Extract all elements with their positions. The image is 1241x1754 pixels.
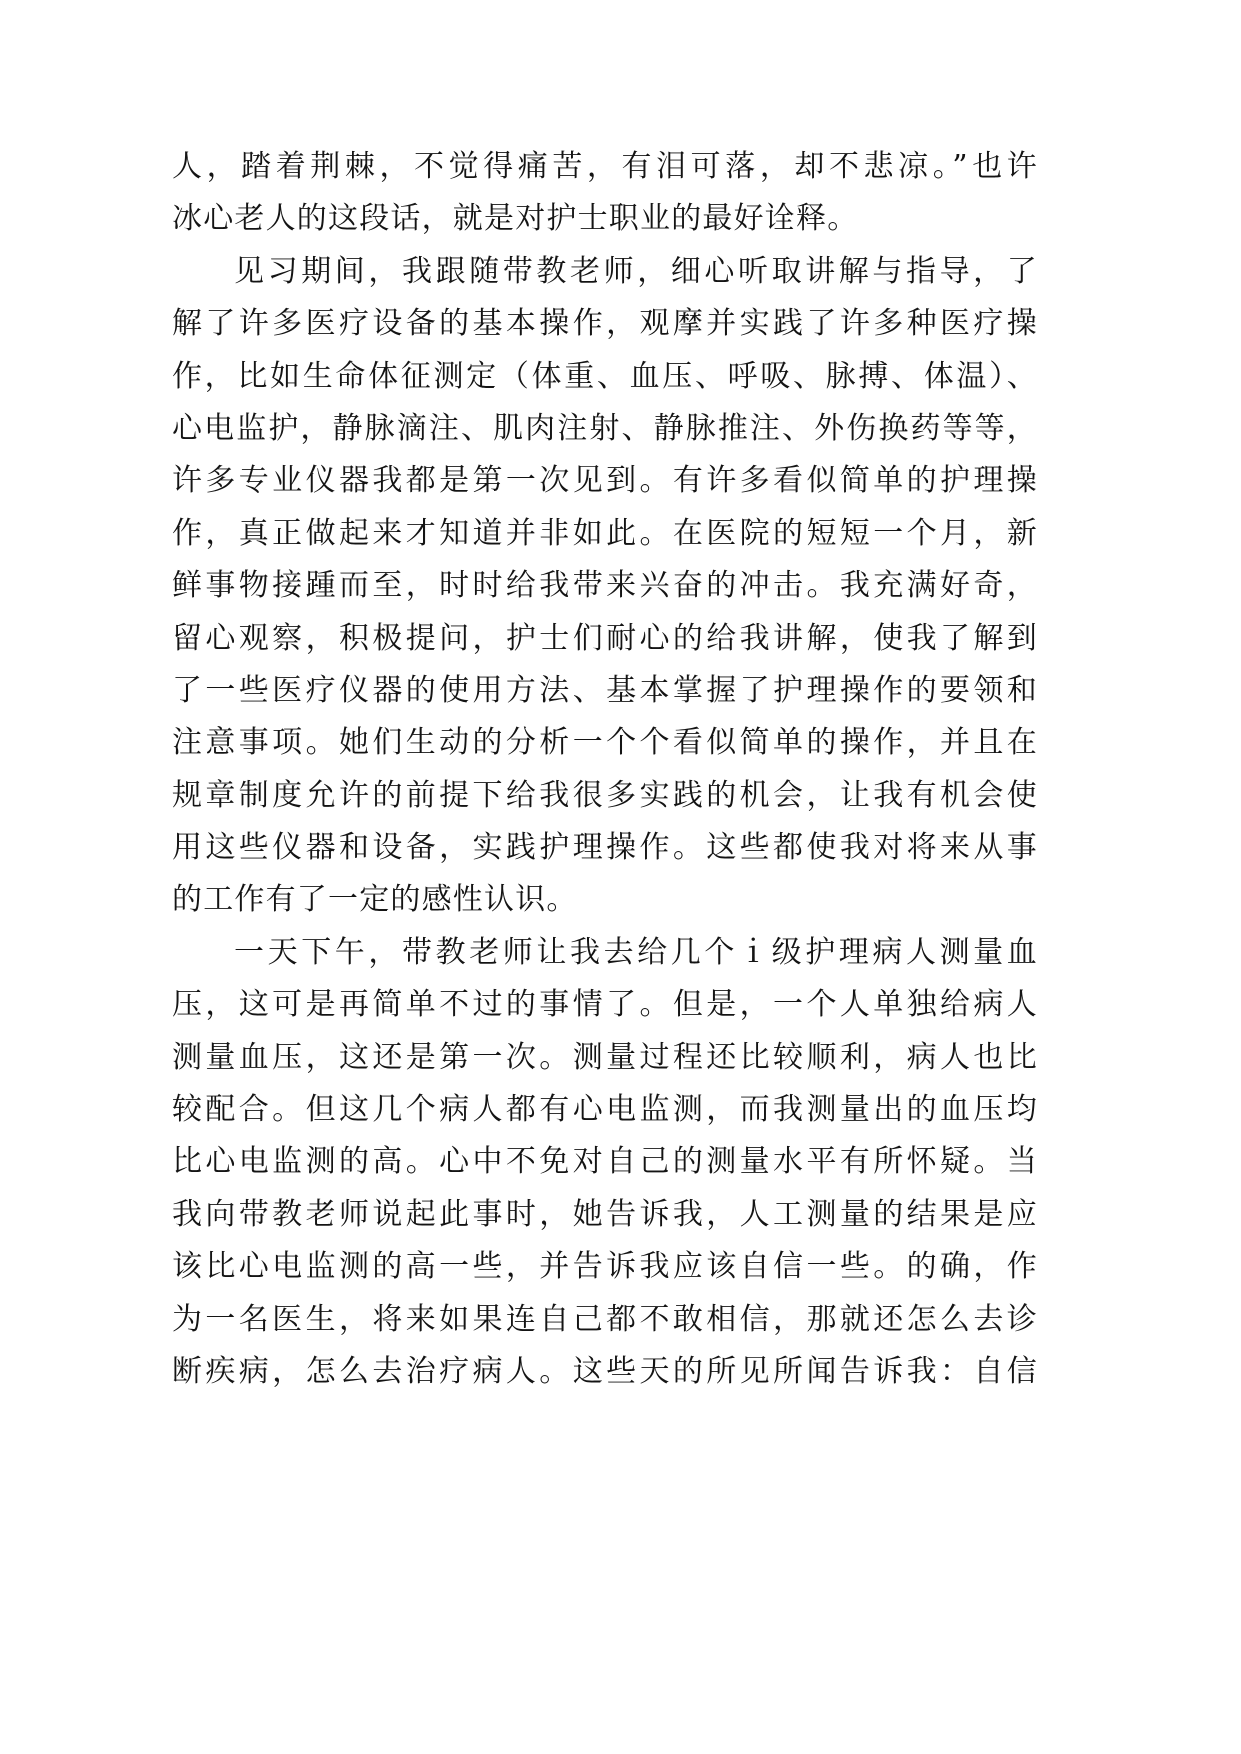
text-line: 为一名医生，将来如果连自己都不敢相信，那就还怎么去诊	[172, 1301, 1038, 1337]
text-line: 用这些仪器和设备，实践护理操作。这些都使我对将来从事	[172, 830, 1038, 866]
text-line: 的工作有了一定的感性认识。	[172, 882, 578, 918]
text-line: 鲜事物接踵而至，时时给我带来兴奋的冲击。我充满好奇，	[172, 568, 1038, 604]
text-line: 规章制度允许的前提下给我很多实践的机会，让我有机会使	[172, 777, 1038, 813]
text-line: 注意事项。她们生动的分析一个个看似简单的操作，并且在	[172, 725, 1038, 761]
paragraph-continued	[172, 141, 1038, 246]
text-line: 见习期间，我跟随带教老师，细心听取讲解与指导，了	[234, 253, 1038, 289]
text-line: 较配合。但这几个病人都有心电监测，而我测量出的血压均	[172, 1092, 1038, 1128]
text-line: 人，踏着荆棘，不觉得痛苦，有泪可落，却不悲凉。”也许	[172, 149, 1038, 184]
paragraph-blood-pressure	[172, 927, 1038, 1399]
text-line: 比心电监测的高。心中不免对自己的测量水平有所怀疑。当	[172, 1144, 1038, 1180]
text-line: 作，真正做起来才知道并非如此。在医院的短短一个月，新	[172, 515, 1038, 551]
text-line: 心电监护，静脉滴注、肌肉注射、静脉推注、外伤换药等等，	[172, 410, 1038, 446]
text-line: 作，比如生命体征测定（体重、血压、呼吸、脉搏、体温）、	[172, 358, 1038, 394]
text-line: 冰心老人的这段话，就是对护士职业的最好诠释。	[172, 201, 859, 237]
text-line: 许多专业仪器我都是第一次见到。有许多看似简单的护理操	[172, 463, 1038, 499]
text-line: 了一些医疗仪器的使用方法、基本掌握了护理操作的要领和	[172, 672, 1038, 708]
text-line: 我向带教老师说起此事时，她告诉我，人工测量的结果是应	[172, 1196, 1038, 1232]
text-line: 压，这可是再简单不过的事情了。但是，一个人单独给病人	[172, 987, 1038, 1023]
paragraph-internship	[172, 246, 1038, 927]
text-line: 该比心电监测的高一些，并告诉我应该自信一些。的确，作	[172, 1249, 1038, 1285]
body-text	[172, 141, 1038, 1398]
text-line: 一天下午，带教老师让我去给几个ｉ级护理病人测量血	[234, 934, 1038, 970]
text-line: 留心观察，积极提问，护士们耐心的给我讲解，使我了解到	[172, 620, 1038, 656]
text-line: 解了许多医疗设备的基本操作，观摩并实践了许多种医疗操	[172, 306, 1038, 342]
text-line: 断疾病，怎么去治疗病人。这些天的所见所闻告诉我：自信	[172, 1353, 1038, 1389]
text-line: 测量血压，这还是第一次。测量过程还比较顺利，病人也比	[172, 1039, 1038, 1075]
